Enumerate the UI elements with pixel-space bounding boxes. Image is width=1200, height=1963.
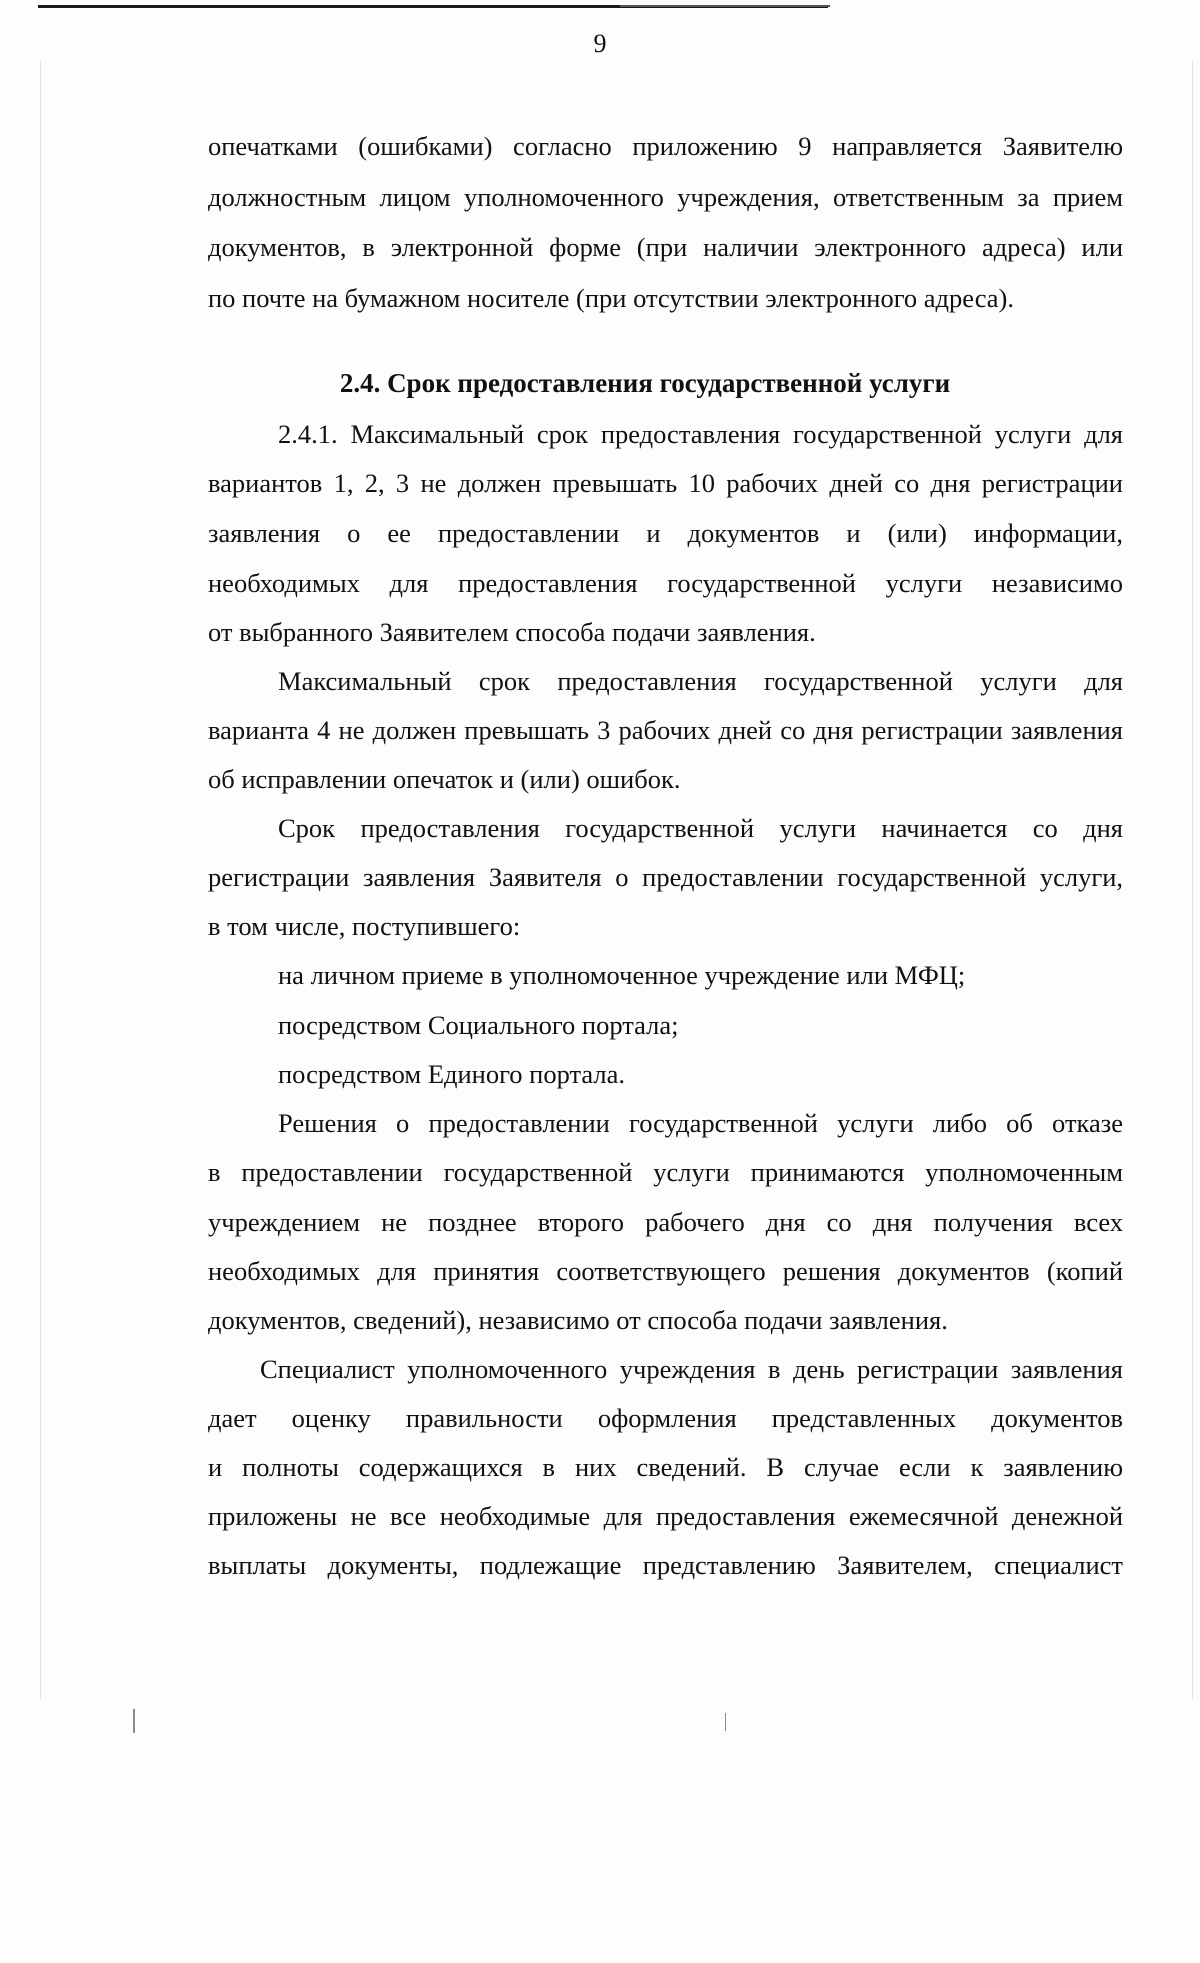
text-line: регистрации заявления Заявителя о предоставлении государственной услуги, (208, 862, 1123, 892)
text-line: и полноты содержащихся в них сведений. В случае если к заявлению (208, 1452, 1123, 1482)
list-item: на личном приеме в уполномоченное учреждение или МФЦ; (278, 960, 966, 990)
text-line: вариантов 1, 2, 3 не должен превышать 10 рабочих дней со дня регистрации (208, 468, 1123, 498)
scan-margin-edge (1192, 60, 1193, 1700)
text-line: выплаты документы, подлежащие представлению Заявителем, специалист (208, 1550, 1123, 1580)
text-line: в том числе, поступившего: (208, 911, 521, 941)
text-line: Решения о предоставлении государственной услуги либо об отказе (278, 1108, 1123, 1138)
text-line: необходимых для предоставления государственной услуги независимо (208, 568, 1123, 598)
section-heading: 2.4. Срок предоставления государственной услуги (339, 368, 951, 398)
text-line: документов, сведений), независимо от способа подачи заявления. (208, 1305, 948, 1335)
text-line: от выбранного Заявителем способа подачи заявления. (208, 617, 816, 647)
text-line: Специалист уполномоченного учреждения в день регистрации заявления (260, 1354, 1123, 1384)
text-line: документов, в электронной форме (при наличии электронного адреса) или (208, 232, 1123, 262)
text-line: приложены не все необходимые для предоставления ежемесячной денежной (208, 1501, 1123, 1531)
scan-margin-edge (40, 60, 41, 1700)
scan-edge-line (620, 5, 830, 7)
text-line: варианта 4 не должен превышать 3 рабочих дней со дня регистрации заявления (208, 715, 1123, 745)
text-line: Срок предоставления государственной услуги начинается со дня (278, 813, 1123, 843)
text-line: в предоставлении государственной услуги принимаются уполномоченным (208, 1157, 1123, 1187)
text-line: об исправлении опечаток и (или) ошибок. (208, 764, 681, 794)
list-item: посредством Социального портала; (278, 1010, 679, 1040)
text-line: заявления о ее предоставлении и документов и (или) информации, (208, 518, 1123, 548)
text-line: опечатками (ошибками) согласно приложению 9 направляется Заявителю (208, 131, 1123, 161)
text-line: по почте на бумажном носителе (при отсутствии электронного адреса). (208, 283, 1015, 313)
text-line: учреждением не позднее второго рабочего дня со дня получения всех (208, 1207, 1123, 1237)
text-line: должностным лицом уполномоченного учреждения, ответственным за прием (208, 182, 1123, 212)
scan-mark (725, 1713, 726, 1731)
scan-mark (133, 1709, 135, 1733)
text-line: дает оценку правильности оформления представленных документов (208, 1403, 1123, 1433)
text-line: Максимальный срок предоставления государственной услуги для (278, 666, 1123, 696)
text-line: необходимых для принятия соответствующего решения документов (копий (208, 1256, 1123, 1286)
list-item: посредством Единого портала. (278, 1059, 626, 1089)
text-line: 2.4.1. Максимальный срок предоставления государственной услуги для (278, 419, 1123, 449)
page-number: 9 (593, 29, 607, 58)
